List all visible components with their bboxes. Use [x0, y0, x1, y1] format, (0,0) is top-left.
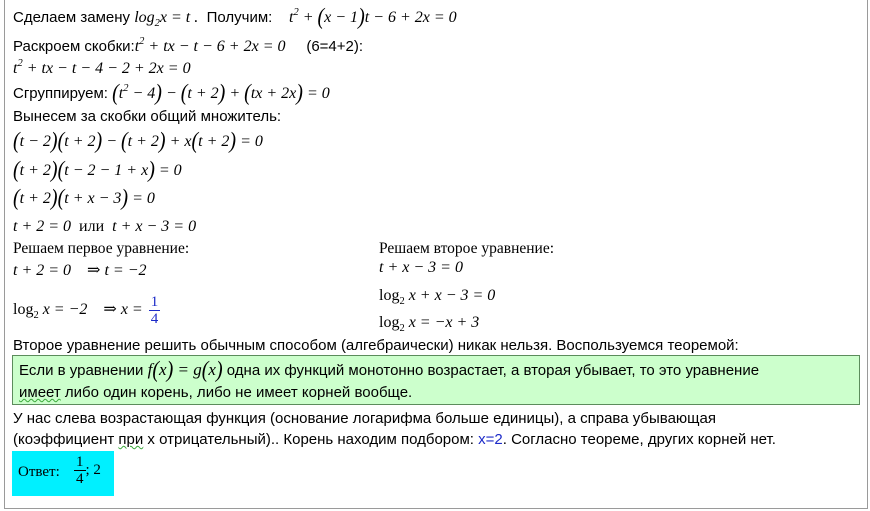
explanation-line-1: У нас слева возрастающая функция (основание логарифма больше единицы), а справа убывающая	[13, 410, 716, 427]
equation-2: $t^2$ + tx − t − 6 + 2x = 0	[134, 36, 286, 55]
answer-value: $\frac{1}{4}$ ; 2	[76, 454, 101, 487]
group-text: Сгруппируем:	[13, 85, 108, 102]
substitution-formula: $\log_2x = t$ .	[134, 9, 199, 29]
second-equation-heading: Решаем второе уравнение:	[379, 240, 555, 257]
substitution-text: Сделаем замену	[13, 9, 131, 26]
first-equation-step1: t + 2 = 0 ⇒ t = −2	[13, 262, 147, 279]
substitution-line	[13, 4, 457, 33]
root-value: х=2	[478, 431, 503, 448]
equation-6: (t − 2)(t + 2) − (t + 2) + x(t + 2) = 0	[13, 128, 263, 154]
expand-line	[13, 33, 363, 56]
factor-out-text: Вынесем за скобки общий множитель:	[13, 108, 282, 125]
answer-label: Ответ:	[18, 464, 60, 480]
explanation-line-2: (коэффициент при х отрицательный).. Корень находим подбором: х=2. Согласно теореме, других корней нет.	[13, 431, 776, 448]
theorem-formula: f(x) = g(x)	[147, 357, 223, 383]
second-equation-step3: $\log_2 x = -x + 3$	[379, 314, 480, 334]
answer-fraction: $\frac{1}{4}$	[76, 454, 84, 487]
expand-text: Раскроем скобки:	[13, 38, 135, 55]
equation-1: $t^2 + (x - 1)t - 6 + 2x = 0$	[288, 4, 457, 30]
theorem-box	[12, 355, 860, 405]
theorem-line-2: имеет либо один корень, либо не имеет корней вообще.	[19, 384, 413, 401]
equation-4: $(t^2 - 4) - (t + 2) + (tx + 2x) = 0$	[112, 80, 330, 106]
answer-box	[12, 451, 114, 496]
group-line	[13, 80, 330, 106]
equation-9: t + 2 = 0 или t + x − 3 = 0	[13, 218, 197, 235]
get-text: Получим:	[206, 9, 273, 26]
first-equation-step2: $\log_2 x = -2$ ⇒ x = $\frac{1}{4}$	[13, 293, 159, 327]
document-page	[4, 0, 868, 509]
note-6: (6=4+2):	[306, 38, 364, 55]
equation-8: (t + 2)(t + x − 3) = 0	[13, 185, 155, 211]
theorem-line-1: Если в уравнении f(x) = g(x) одна их функций монотонно возрастает, а вторая убывает, то это уравнение	[19, 357, 760, 383]
fraction-one-quarter: $\frac{1}{4}$	[150, 293, 159, 327]
equation-3: $t^2$ + tx − t − 4 − 2 + 2x = 0	[13, 58, 191, 77]
note-before-theorem: Второе уравнение решить обычным способом (алгебраически) никак нельзя. Воспользуемся теоремой:	[13, 337, 739, 354]
first-equation-heading: Решаем первое уравнение:	[13, 240, 190, 257]
second-equation-step2: $\log_2 x + x - 3 = 0$	[379, 287, 496, 307]
second-equation-step1: t + x − 3 = 0	[379, 259, 463, 276]
equation-7: (t + 2)(t − 2 − 1 + x) = 0	[13, 157, 182, 183]
